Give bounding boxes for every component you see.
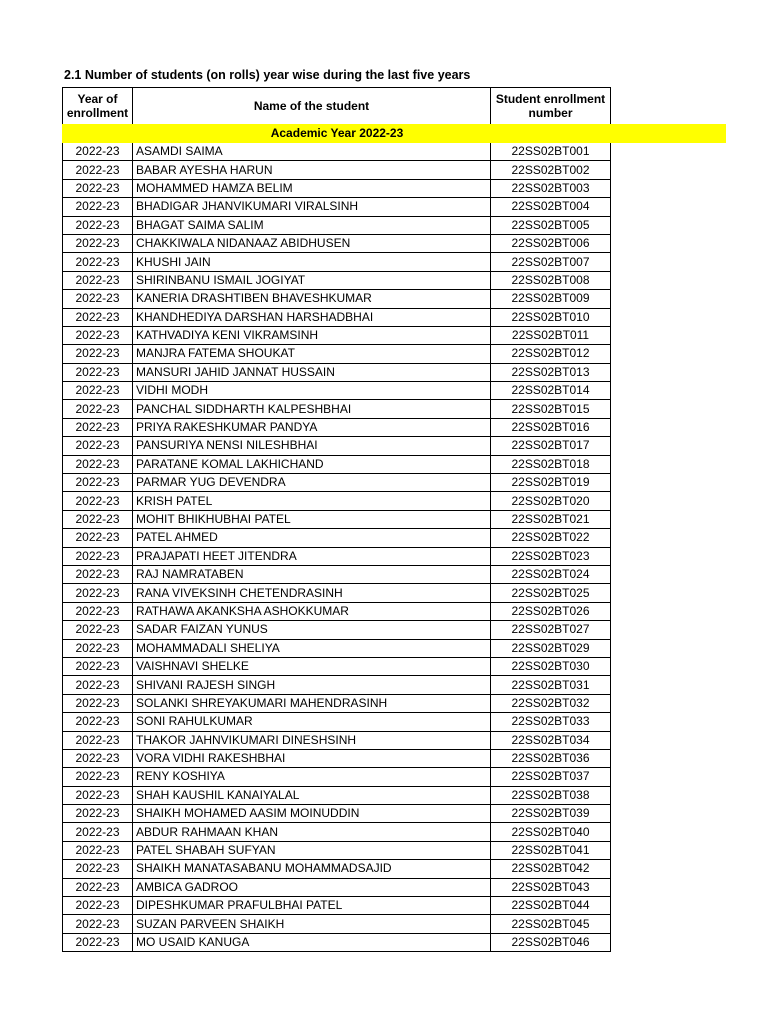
cell-year: 2022-23 (63, 474, 133, 492)
cell-year: 2022-23 (63, 841, 133, 859)
cell-year: 2022-23 (63, 768, 133, 786)
column-header-name: Name of the student (133, 88, 491, 125)
cell-name: SADAR FAIZAN YUNUS (133, 621, 491, 639)
cell-name: PRIYA RAKESHKUMAR PANDYA (133, 418, 491, 436)
cell-name: KANERIA DRASHTIBEN BHAVESHKUMAR (133, 290, 491, 308)
cell-enrollment: 22SS02BT032 (491, 694, 611, 712)
cell-enrollment: 22SS02BT026 (491, 602, 611, 620)
cell-name: SHAIKH MOHAMED AASIM MOINUDDIN (133, 805, 491, 823)
table-row (63, 143, 611, 161)
table-row (63, 290, 611, 308)
table-row (63, 492, 611, 510)
cell-enrollment: 22SS02BT030 (491, 657, 611, 675)
cell-year: 2022-23 (63, 823, 133, 841)
cell-year: 2022-23 (63, 713, 133, 731)
cell-year: 2022-23 (63, 621, 133, 639)
cell-year: 2022-23 (63, 290, 133, 308)
cell-enrollment: 22SS02BT018 (491, 455, 611, 473)
cell-enrollment: 22SS02BT038 (491, 786, 611, 804)
cell-enrollment: 22SS02BT042 (491, 860, 611, 878)
cell-year: 2022-23 (63, 565, 133, 583)
section-highlight-band (62, 124, 726, 143)
cell-name: RANA VIVEKSINH CHETENDRASINH (133, 584, 491, 602)
cell-year: 2022-23 (63, 897, 133, 915)
table-row (63, 657, 611, 675)
cell-name: SHAH KAUSHIL KANAIYALAL (133, 786, 491, 804)
cell-name: PANCHAL SIDDHARTH KALPESHBHAI (133, 400, 491, 418)
table-row (63, 474, 611, 492)
table-row (63, 878, 611, 896)
table-row (63, 271, 611, 289)
table-row (63, 749, 611, 767)
cell-year: 2022-23 (63, 933, 133, 951)
cell-enrollment: 22SS02BT029 (491, 639, 611, 657)
cell-name: MOHAMMED HAMZA BELIM (133, 179, 491, 197)
cell-name: VIDHI MODH (133, 382, 491, 400)
cell-name: BHADIGAR JHANVIKUMARI VIRALSINH (133, 198, 491, 216)
cell-year: 2022-23 (63, 915, 133, 933)
cell-enrollment: 22SS02BT011 (491, 326, 611, 344)
cell-enrollment: 22SS02BT036 (491, 749, 611, 767)
cell-name: CHAKKIWALA NIDANAAZ ABIDHUSEN (133, 234, 491, 252)
cell-enrollment: 22SS02BT016 (491, 418, 611, 436)
cell-name: KRISH PATEL (133, 492, 491, 510)
cell-year: 2022-23 (63, 400, 133, 418)
cell-enrollment: 22SS02BT040 (491, 823, 611, 841)
table-row (63, 418, 611, 436)
table-row (63, 786, 611, 804)
table-row (63, 547, 611, 565)
cell-enrollment: 22SS02BT009 (491, 290, 611, 308)
cell-name: BABAR AYESHA HARUN (133, 161, 491, 179)
cell-enrollment: 22SS02BT043 (491, 878, 611, 896)
cell-year: 2022-23 (63, 363, 133, 381)
cell-name: SHAIKH MANATASABANU MOHAMMADSAJID (133, 860, 491, 878)
cell-enrollment: 22SS02BT031 (491, 676, 611, 694)
cell-name: SHIVANI RAJESH SINGH (133, 676, 491, 694)
column-header-enrollment: Student enrollment number (491, 88, 611, 125)
cell-name: PARATANE KOMAL LAKHICHAND (133, 455, 491, 473)
table-row (63, 345, 611, 363)
cell-year: 2022-23 (63, 179, 133, 197)
cell-year: 2022-23 (63, 143, 133, 161)
cell-year: 2022-23 (63, 161, 133, 179)
cell-year: 2022-23 (63, 510, 133, 528)
cell-enrollment: 22SS02BT034 (491, 731, 611, 749)
cell-enrollment: 22SS02BT021 (491, 510, 611, 528)
table-row (63, 400, 611, 418)
cell-enrollment: 22SS02BT007 (491, 253, 611, 271)
cell-enrollment: 22SS02BT037 (491, 768, 611, 786)
table-row (63, 437, 611, 455)
cell-name: BHAGAT SAIMA SALIM (133, 216, 491, 234)
cell-year: 2022-23 (63, 216, 133, 234)
table-row (63, 253, 611, 271)
table-row (63, 382, 611, 400)
table-header-row (63, 88, 611, 125)
cell-name: THAKOR JAHNVIKUMARI DINESHSINH (133, 731, 491, 749)
cell-name: ASAMDI SAIMA (133, 143, 491, 161)
cell-enrollment: 22SS02BT013 (491, 363, 611, 381)
cell-name: RAJ NAMRATABEN (133, 565, 491, 583)
table-row (63, 768, 611, 786)
cell-name: ABDUR RAHMAAN KHAN (133, 823, 491, 841)
cell-enrollment: 22SS02BT044 (491, 897, 611, 915)
cell-name: MANSURI JAHID JANNAT HUSSAIN (133, 363, 491, 381)
cell-year: 2022-23 (63, 271, 133, 289)
cell-name: VAISHNAVI SHELKE (133, 657, 491, 675)
cell-year: 2022-23 (63, 602, 133, 620)
cell-enrollment: 22SS02BT014 (491, 382, 611, 400)
cell-enrollment: 22SS02BT033 (491, 713, 611, 731)
cell-year: 2022-23 (63, 437, 133, 455)
cell-name: MOHIT BHIKHUBHAI PATEL (133, 510, 491, 528)
cell-enrollment: 22SS02BT020 (491, 492, 611, 510)
page-title: 2.1 Number of students (on rolls) year wise during the last five years (64, 68, 471, 82)
table-row (63, 897, 611, 915)
table-row (63, 915, 611, 933)
cell-year: 2022-23 (63, 878, 133, 896)
cell-enrollment: 22SS02BT039 (491, 805, 611, 823)
cell-name: DIPESHKUMAR PRAFULBHAI PATEL (133, 897, 491, 915)
cell-year: 2022-23 (63, 547, 133, 565)
cell-enrollment: 22SS02BT022 (491, 529, 611, 547)
cell-enrollment: 22SS02BT010 (491, 308, 611, 326)
cell-year: 2022-23 (63, 657, 133, 675)
cell-year: 2022-23 (63, 676, 133, 694)
table-row (63, 234, 611, 252)
cell-name: PANSURIYA NENSI NILESHBHAI (133, 437, 491, 455)
cell-name: KHUSHI JAIN (133, 253, 491, 271)
cell-enrollment: 22SS02BT003 (491, 179, 611, 197)
cell-enrollment: 22SS02BT015 (491, 400, 611, 418)
cell-year: 2022-23 (63, 694, 133, 712)
cell-name: SONI RAHULKUMAR (133, 713, 491, 731)
cell-name: MO USAID KANUGA (133, 933, 491, 951)
table-row (63, 198, 611, 216)
cell-enrollment: 22SS02BT045 (491, 915, 611, 933)
table-row (63, 933, 611, 951)
cell-enrollment: 22SS02BT046 (491, 933, 611, 951)
table-row (63, 179, 611, 197)
table-row (63, 565, 611, 583)
table-row (63, 529, 611, 547)
cell-year: 2022-23 (63, 860, 133, 878)
cell-enrollment: 22SS02BT027 (491, 621, 611, 639)
cell-year: 2022-23 (63, 418, 133, 436)
cell-year: 2022-23 (63, 529, 133, 547)
cell-year: 2022-23 (63, 308, 133, 326)
cell-year: 2022-23 (63, 731, 133, 749)
cell-name: SOLANKI SHREYAKUMARI MAHENDRASINH (133, 694, 491, 712)
cell-year: 2022-23 (63, 492, 133, 510)
cell-year: 2022-23 (63, 455, 133, 473)
cell-year: 2022-23 (63, 584, 133, 602)
cell-name: MOHAMMADALI SHELIYA (133, 639, 491, 657)
cell-year: 2022-23 (63, 639, 133, 657)
cell-name: KHANDHEDIYA DARSHAN HARSHADBHAI (133, 308, 491, 326)
table-row (63, 694, 611, 712)
table-row (63, 841, 611, 859)
table-row (63, 621, 611, 639)
cell-enrollment: 22SS02BT002 (491, 161, 611, 179)
table-row (63, 510, 611, 528)
cell-year: 2022-23 (63, 345, 133, 363)
cell-enrollment: 22SS02BT017 (491, 437, 611, 455)
table-row (63, 676, 611, 694)
cell-name: PATEL AHMED (133, 529, 491, 547)
cell-year: 2022-23 (63, 786, 133, 804)
table-row (63, 823, 611, 841)
cell-enrollment: 22SS02BT001 (491, 143, 611, 161)
cell-year: 2022-23 (63, 326, 133, 344)
cell-year: 2022-23 (63, 198, 133, 216)
column-header-year: Year of enrollment (63, 88, 133, 125)
cell-enrollment: 22SS02BT005 (491, 216, 611, 234)
cell-enrollment: 22SS02BT019 (491, 474, 611, 492)
table-row (63, 584, 611, 602)
cell-name: AMBICA GADROO (133, 878, 491, 896)
cell-name: SHIRINBANU ISMAIL JOGIYAT (133, 271, 491, 289)
cell-name: PARMAR YUG DEVENDRA (133, 474, 491, 492)
table-row (63, 363, 611, 381)
cell-name: RENY KOSHIYA (133, 768, 491, 786)
cell-name: SUZAN PARVEEN SHAIKH (133, 915, 491, 933)
cell-enrollment: 22SS02BT041 (491, 841, 611, 859)
table-row (63, 308, 611, 326)
cell-year: 2022-23 (63, 234, 133, 252)
table-row (63, 805, 611, 823)
table-row (63, 602, 611, 620)
cell-enrollment: 22SS02BT024 (491, 565, 611, 583)
cell-year: 2022-23 (63, 382, 133, 400)
table-body (63, 125, 611, 952)
cell-enrollment: 22SS02BT025 (491, 584, 611, 602)
cell-name: PRAJAPATI HEET JITENDRA (133, 547, 491, 565)
cell-enrollment: 22SS02BT012 (491, 345, 611, 363)
student-table (62, 87, 611, 952)
cell-year: 2022-23 (63, 749, 133, 767)
cell-name: PATEL SHABAH SUFYAN (133, 841, 491, 859)
cell-enrollment: 22SS02BT004 (491, 198, 611, 216)
cell-enrollment: 22SS02BT006 (491, 234, 611, 252)
cell-enrollment: 22SS02BT008 (491, 271, 611, 289)
cell-name: RATHAWA AKANKSHA ASHOKKUMAR (133, 602, 491, 620)
table-row (63, 713, 611, 731)
table-row (63, 326, 611, 344)
section-label: Academic Year 2022-23 (270, 126, 404, 140)
table-row (63, 161, 611, 179)
cell-name: KATHVADIYA KENI VIKRAMSINH (133, 326, 491, 344)
cell-enrollment: 22SS02BT023 (491, 547, 611, 565)
table-row (63, 731, 611, 749)
table-row (63, 216, 611, 234)
cell-name: VORA VIDHI RAKESHBHAI (133, 749, 491, 767)
table-row (63, 455, 611, 473)
table-row (63, 860, 611, 878)
cell-year: 2022-23 (63, 253, 133, 271)
cell-name: MANJRA FATEMA SHOUKAT (133, 345, 491, 363)
table-row (63, 639, 611, 657)
cell-year: 2022-23 (63, 805, 133, 823)
